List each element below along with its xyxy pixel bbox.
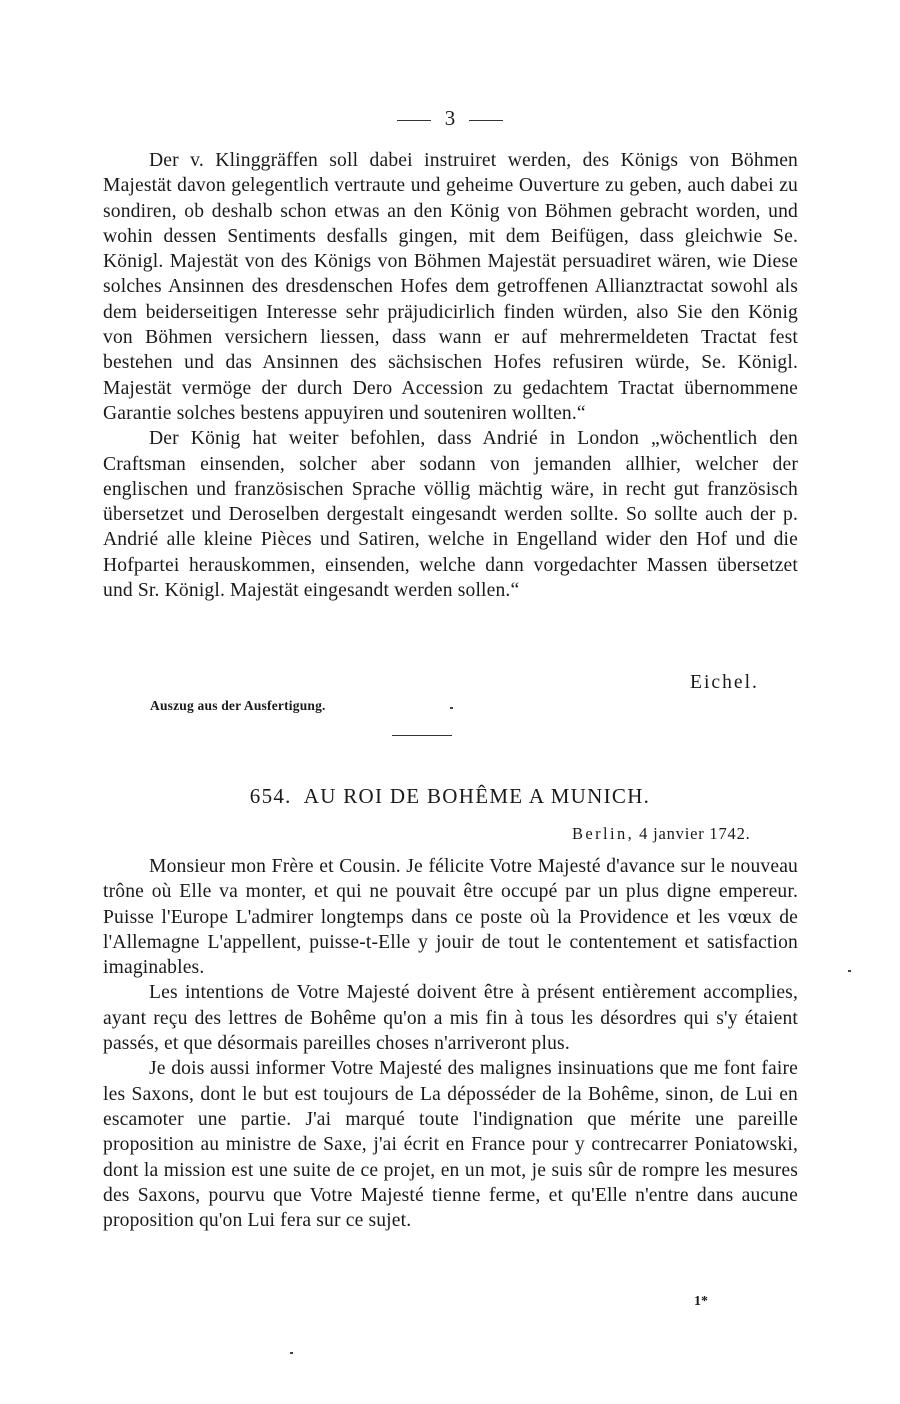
- letter-number: 654.: [249, 784, 292, 808]
- page-header: [0, 104, 900, 132]
- header-dash-left: [397, 120, 431, 121]
- letter-paragraph-3: Je dois aussi informer Votre Majesté des malignes insinuations que me font faire les Saxons, dont le but est toujours de La déposséder de la Bohême, sinon, de Lui en escamoter une partie. J'ai marqué toute l'indignation que mérite une pareille proposition au ministre de Saxe, j'ai écrit en France pour y contrecarrer Poniatowski, dont la mission est une suite de ce projet, en un mot, je suis sûr de rompre les mesures des Saxons, pourvu que Votre Majesté tienne ferme, et qu'Elle n'entre dans aucune proposition qu'on Lui fera sur ce sujet.: [103, 1058, 798, 1232]
- letter-paragraph-1: Monsieur mon Frère et Cousin. Je félicite Votre Majesté d'avance sur le nouveau trône où Elle va monter, et qui ne pouvait être occupé par un plus digne empereur. Puisse l'Europe L'admirer longtemps dans ce poste où la Providence et les vœux de l'Allemagne L'appellent, puisse-t-Elle y jouir de tout le contentement et satisfaction imaginables.: [103, 856, 798, 979]
- letter-place: Berlin,: [572, 824, 635, 843]
- decree-text: [103, 148, 798, 603]
- signature-eichel: Eichel.: [690, 672, 759, 693]
- print-speck: [290, 1352, 293, 1354]
- letter-body: [103, 854, 798, 1233]
- header-dash-right: [469, 120, 503, 121]
- page-number: 3: [444, 106, 456, 130]
- print-speck: [450, 707, 453, 709]
- print-speck: [848, 970, 851, 972]
- section-divider: [392, 735, 452, 736]
- letter-paragraph-2: Les intentions de Votre Majesté doivent être à présent entièrement accomplies, ayant reçu des lettres de Bohême qu'on a mis fin à tous les désordres qui s'y étaient passés, et que désormais pareilles choses n'arriveront plus.: [103, 982, 798, 1055]
- letter-date: 4 janvier 1742.: [639, 824, 751, 843]
- letter-title: AU ROI DE BOHÊME A MUNICH.: [303, 784, 651, 808]
- letter-heading: [0, 784, 900, 809]
- decree-paragraph-2: Der König hat weiter befohlen, dass Andrié in London „wöchentlich den Craftsman einsenden, solcher aber sodann von jemanden allhier, welcher der englischen und französischen Sprache völlig mächtig wäre, in recht gut französisch übersetzet und Deroselben dergestalt eingesandt werden sollte. So sollte auch der p. Andrié alle kleine Pièces und Satiren, welche in Engelland wider den Hof und die Hofpartei herauskommen, einsenden, welche dann vorgedachter Massen übersetzet und Sr. Königl. Majestät eingesandt werden sollen.“: [103, 428, 798, 602]
- source-note: Auszug aus der Ausfertigung.: [150, 698, 326, 713]
- letter-dateline: [572, 824, 751, 844]
- decree-paragraph-1: Der v. Klinggräffen soll dabei instruiret werden, des Königs von Böhmen Majestät davon gelegentlich vertraute und geheime Ouverture zu geben, auch dabei zu sondiren, ob deshalb schon etwas an den König von Böhmen gebracht worden, und wohin dessen Sentiments desfalls gingen, mit dem Beifügen, dass gleichwie Se. Königl. Majestät von des Königs von Böhmen Majestät persuadiret wären, wie Diese solches Ansinnen des dresdenschen Hofes dem getroffenen Allianztractat sowohl als dem beiderseitigen Interesse sehr präjudicirlich finden würden, also Sie den König von Böhmen versichern liessen, dass wann er auf mehrermeldeten Tractat fest bestehen und das Ansinnen des sächsischen Hofes refusiren würde, Se. Königl. Majestät vermöge der durch Dero Accession zu gedachtem Tractat übernommene Garantie solches bestens appuyiren und souteniren wollten.“: [103, 150, 798, 424]
- signature-mark: 1*: [694, 1294, 708, 1309]
